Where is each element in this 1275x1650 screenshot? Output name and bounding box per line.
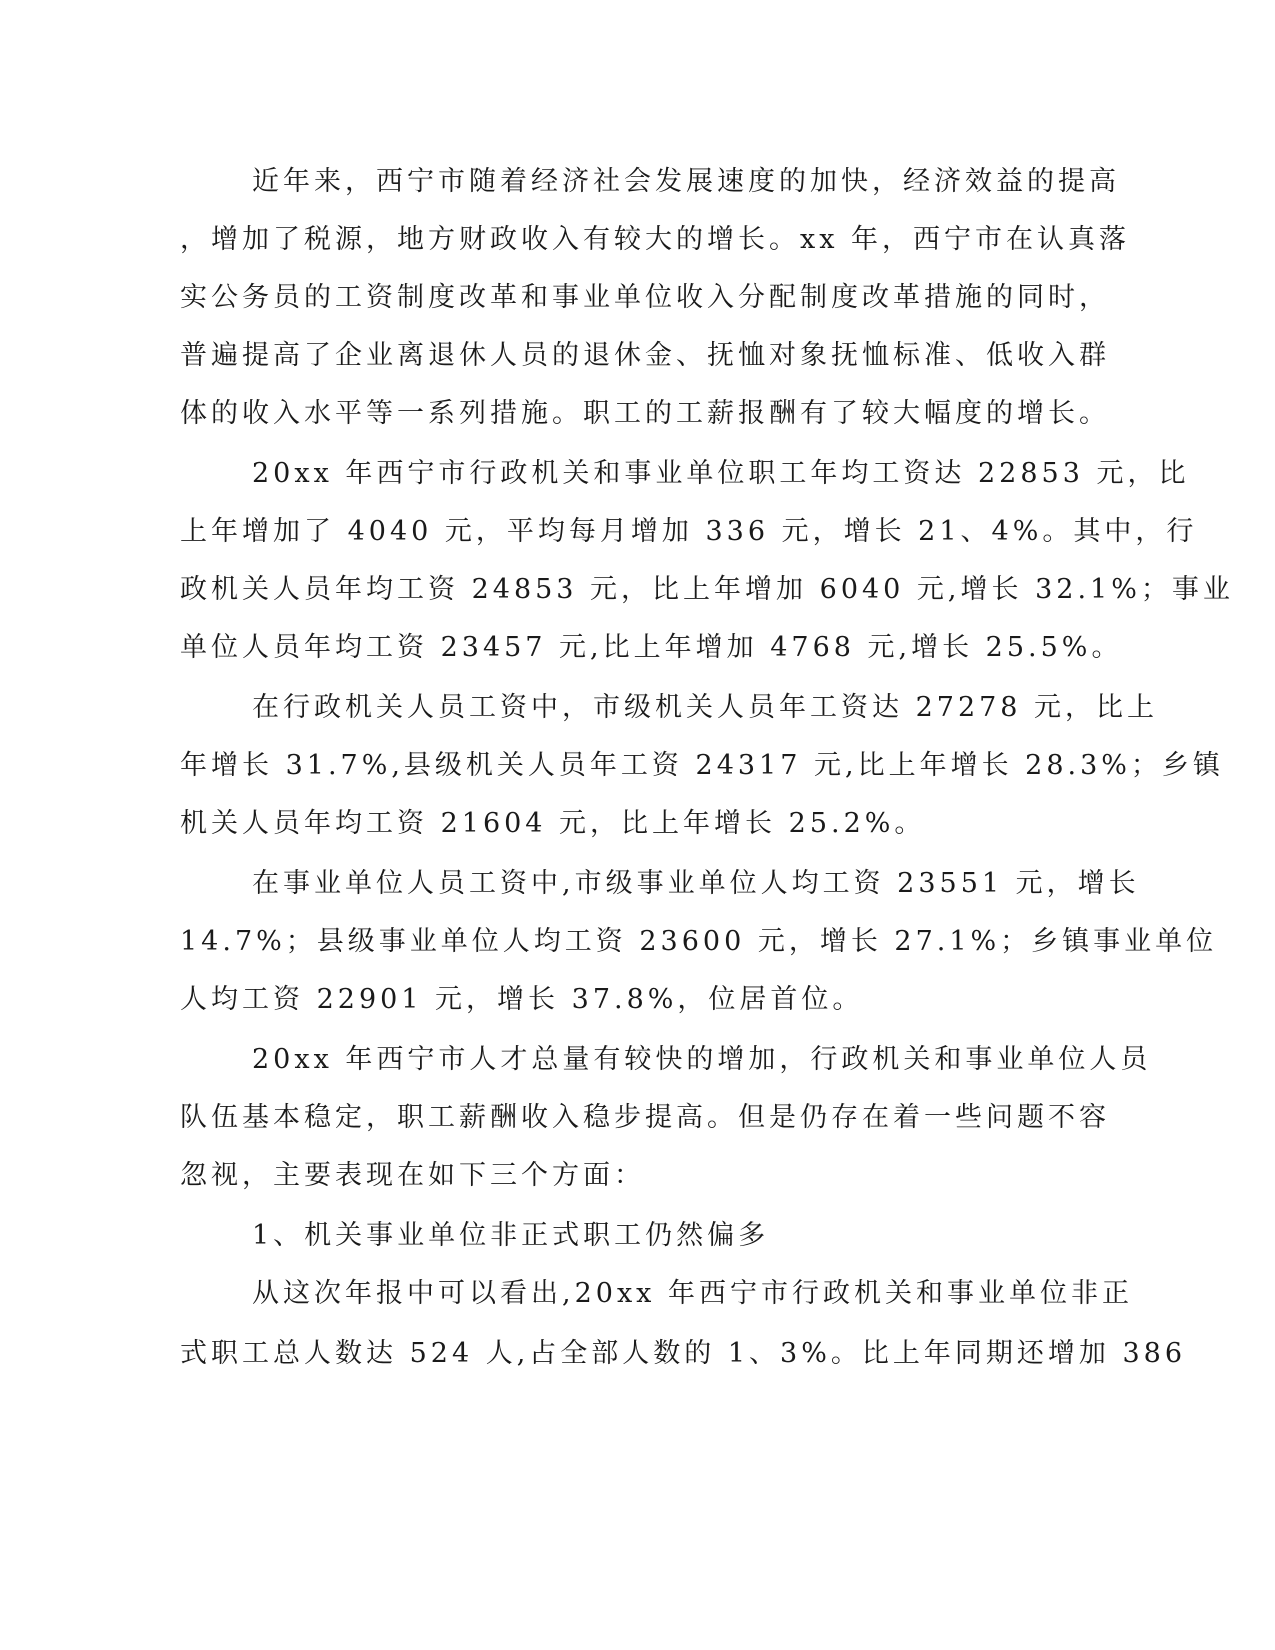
paragraph-3-line-3: 机关人员年均工资 21604 元，比上年增长 25.2%。 [180, 808, 926, 839]
paragraph-5-line-3: 忽视，主要表现在如下三个方面： [180, 1160, 645, 1191]
paragraph-4-line-2: 14.7%；县级事业单位人均工资 23600 元，增长 27.1%；乡镇事业单位 [180, 926, 1218, 957]
paragraph-5-line-2: 队伍基本稳定，职工薪酬收入稳步提高。但是仍存在着一些问题不容 [180, 1102, 1110, 1133]
paragraph-1-line-1: 近年来，西宁市随着经济社会发展速度的加快，经济效益的提高 [252, 166, 1120, 197]
paragraph-2-line-2: 上年增加了 4040 元，平均每月增加 336 元，增长 21、4%。其中，行 [180, 516, 1198, 547]
paragraph-5-line-1: 20xx 年西宁市人才总量有较快的增加，行政机关和事业单位人员 [252, 1044, 1152, 1075]
paragraph-1-line-4: 普遍提高了企业离退休人员的退休金、抚恤对象抚恤标准、低收入群 [180, 340, 1110, 371]
paragraph-1-line-2: ，增加了税源，地方财政收入有较大的增长。xx 年，西宁市在认真落 [180, 224, 1131, 255]
paragraph-2-line-4: 单位人员年均工资 23457 元,比上年增加 4768 元,增长 25.5%。 [180, 632, 1123, 663]
paragraph-3-line-1: 在行政机关人员工资中，市级机关人员年工资达 27278 元，比上 [252, 692, 1159, 723]
paragraph-1-line-3: 实公务员的工资制度改革和事业单位收入分配制度改革措施的同时， [180, 282, 1110, 313]
paragraph-3-line-2: 年增长 31.7%,县级机关人员年工资 24317 元,比上年增长 28.3%；乡镇 [180, 750, 1224, 781]
paragraph-2-line-1: 20xx 年西宁市行政机关和事业单位职工年均工资达 22853 元，比 [252, 458, 1190, 489]
paragraph-1-line-5: 体的收入水平等一系列措施。职工的工薪报酬有了较大幅度的增长。 [180, 398, 1110, 429]
paragraph-6-line-2: 式职工总人数达 524 人,占全部人数的 1、3%。比上年同期还增加 386 [180, 1338, 1186, 1369]
paragraph-6-line-1: 从这次年报中可以看出,20xx 年西宁市行政机关和事业单位非正 [252, 1278, 1133, 1309]
paragraph-2-line-3: 政机关人员年均工资 24853 元，比上年增加 6040 元,增长 32.1%；事业 [180, 574, 1234, 605]
paragraph-4-line-1: 在事业单位人员工资中,市级事业单位人均工资 23551 元，增长 [252, 868, 1140, 899]
paragraph-4-line-3: 人均工资 22901 元，增长 37.8%，位居首位。 [180, 984, 864, 1015]
section-heading: 1、机关事业单位非正式职工仍然偏多 [252, 1220, 770, 1251]
